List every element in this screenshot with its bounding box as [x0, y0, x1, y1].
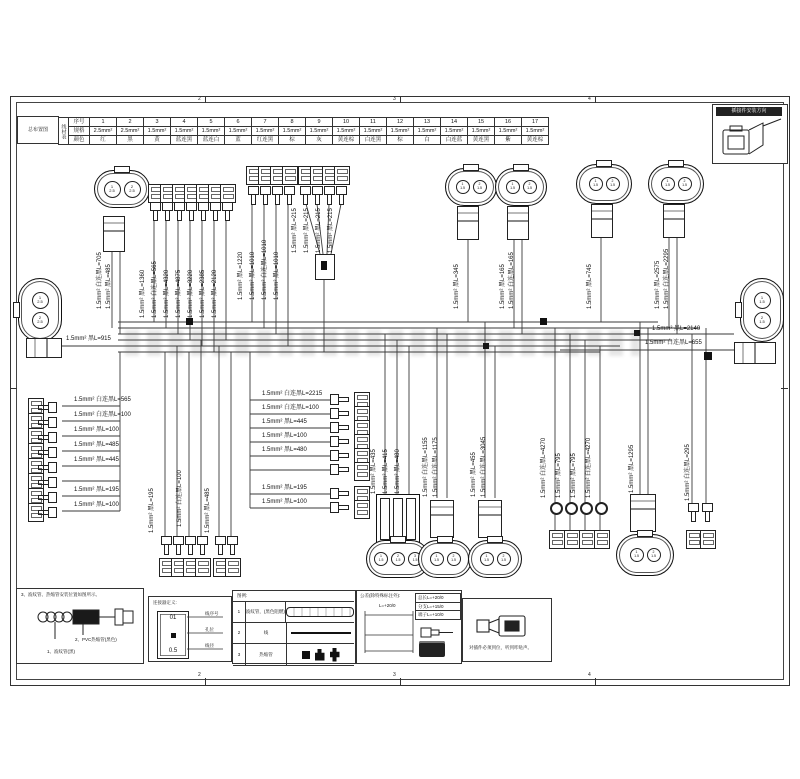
oval-connector-2pin — [468, 540, 522, 578]
zone-label: 4 — [588, 672, 591, 678]
wire-label: 1.5mm² 白连黑L=165 — [509, 252, 515, 309]
spade-terminal — [272, 186, 281, 203]
terminal-icon — [419, 623, 459, 643]
wire-label: 1.5mm² 白连黑L=100 — [74, 412, 131, 418]
wire-label: 1.5mm² 黑L=485 — [106, 264, 112, 309]
wire-label: 1.5mm² 黑L=2385 — [200, 269, 206, 318]
sample-cavity-dot — [171, 633, 176, 638]
oval-connector-2pin — [495, 168, 547, 206]
wire-label: 1.5mm² 白连黑L=565 — [74, 397, 131, 403]
mating-caption: 对插件必须到位，听到咔哒声。 — [469, 645, 532, 650]
callout-circuit-no: 线序号 — [205, 611, 219, 616]
connector-pin: 1 1.5 — [754, 292, 771, 309]
connector-pin: 2 2.5 — [124, 181, 141, 198]
wire-label: 1.5mm² 黑L=485 — [205, 488, 211, 533]
spade-terminal — [330, 438, 347, 447]
pin-id-box — [549, 530, 565, 549]
spade-terminal — [198, 202, 207, 219]
wire-label: 1.5mm² 黑L=215 — [316, 208, 322, 253]
connector-pin: 1 1.5 — [630, 548, 644, 562]
wire-label: 1.5mm² 黑L=2140 — [652, 326, 701, 332]
ring-terminal — [595, 502, 608, 515]
wire-label: 1.5mm² 黑L=345 — [454, 264, 460, 309]
spade-terminal — [336, 186, 345, 203]
wire-label: 1.5mm² 黑L=415 — [383, 449, 389, 494]
spade-terminal — [248, 186, 257, 203]
spade-terminal — [215, 536, 224, 553]
oval-connector-2pin — [94, 170, 150, 208]
connector-tab — [463, 164, 479, 171]
pin-id-box — [354, 462, 370, 481]
pin-id-box — [225, 558, 241, 577]
wire-label: 1.5mm² 黑L=215 — [304, 208, 310, 253]
spade-terminal — [174, 202, 183, 219]
legend-row — [233, 601, 354, 622]
spade-terminal — [330, 466, 347, 475]
junction-fill — [321, 261, 327, 270]
wire-label: 1.5mm² 黑L=100 — [262, 433, 307, 439]
wire-label: 1.5mm² 白连黑L=655 — [645, 340, 702, 346]
wire-label: 1.5mm² 黑L=445 — [74, 457, 119, 463]
tolerance-mini-table — [415, 593, 461, 620]
wire-label: 1.5mm² 黑L=1360 — [140, 269, 146, 318]
connector-tab — [596, 160, 612, 167]
connector-pin: 1 2.5 — [32, 292, 49, 309]
assembly-note-box — [16, 588, 144, 664]
pin-id-box — [195, 558, 211, 577]
wire-label: 1.5mm² 白连黑L=4270 — [586, 437, 592, 498]
tolerance-row: 总长L=+20/0 — [416, 594, 460, 603]
spade-terminal — [688, 503, 697, 520]
connector-pin: 1 1.5 — [456, 180, 470, 194]
spade-terminal — [161, 536, 170, 553]
tolerance-row: 端子L=+10/0 — [418, 612, 444, 617]
spade-terminal — [324, 186, 333, 203]
legend-name: 线 — [246, 623, 287, 643]
zone-label: 2 — [198, 672, 201, 678]
mating-connectors-drawing — [475, 611, 535, 641]
spade-terminal — [40, 432, 57, 441]
wire-label: 1.5mm² 黑L=100 — [262, 499, 307, 505]
wire-label: 1.5mm² 白连黑L=295 — [685, 444, 691, 501]
wire-label: 1.5mm² 黑L=445 — [262, 419, 307, 425]
wire-label: 1.5mm² 黑L=485 — [74, 442, 119, 448]
spade-terminal — [330, 410, 347, 419]
heatshrink-symbol — [330, 648, 340, 662]
pin-id-box — [334, 166, 350, 185]
wire-label: 1.5mm² 黑L=1010 — [250, 251, 256, 300]
connector-view-box — [712, 104, 788, 164]
pin-id-box — [282, 166, 298, 185]
spade-terminal — [330, 504, 347, 513]
definition-sample-cavity — [157, 611, 189, 659]
spade-terminal — [40, 507, 57, 516]
wire-label: 1.5mm² 白连黑L=100 — [177, 470, 183, 527]
spade-terminal — [40, 402, 57, 411]
wire-label: 1.5mm² 黑L=2575 — [655, 260, 661, 309]
pin-id-box — [220, 184, 236, 203]
wire-label: 1.5mm² 黑L=2120 — [212, 269, 218, 318]
heatshrink-symbol — [302, 651, 310, 659]
connector-tab — [437, 536, 453, 543]
connector-icon — [419, 641, 445, 657]
inline-connector-stem — [103, 216, 125, 252]
definition-title: 连接器定义: — [153, 600, 177, 605]
zone-label: 2 — [198, 96, 201, 102]
connector-tab — [487, 536, 503, 543]
wire-spec-table: 线材表 序号 1 2 3 4 5 6 7 8 9 10 11 12 13 14 15 16 17 规格 2.5mm² 2.5mm² 1.5mm² 1.5mm² 1.5mm² 1.5mm² 1.5mm² 1.5mm² 1.5mm² 1.5mm² 1.5mm² 1.5mm² 1.5mm² 1.5mm² 1.5mm² 1.5mm² 1.5mm² 颜色 红 黑 黄 蓝连黑 蓝连白 蓝 红连黑 棕 灰 黄连棕 白连黑 棕 白 白连蓝 黄连黑 紫 黄连棕 — [58, 117, 549, 145]
wire-label: 1.5mm² 白连黑L=565 — [152, 261, 158, 318]
tolerance-row: 分支L=+15/0 — [416, 603, 460, 612]
tolerance-dim: L=+20/0 — [379, 603, 396, 608]
ring-terminal — [550, 502, 563, 515]
wire-label: 1.5mm² 黑L=3220 — [188, 269, 194, 318]
legend-title: 图例: — [237, 593, 248, 598]
connector-pin: 2 1.5 — [754, 312, 771, 329]
connector-3d-icon — [715, 118, 785, 162]
connector-pin: 2 1.5 — [473, 180, 487, 194]
pin-id-box — [564, 530, 580, 549]
callout-tube: 1、波纹管(黑) — [47, 649, 75, 654]
spade-terminal — [260, 186, 269, 203]
inline-connector — [26, 338, 62, 358]
wire-symbol — [291, 632, 351, 633]
wire-label: 1.5mm² 黑L=480 — [395, 449, 401, 494]
connector-pin: 2 1.5 — [523, 180, 537, 194]
oval-connector-2pin — [616, 534, 674, 576]
connector-tab — [637, 530, 653, 537]
inline-connector-stem — [430, 500, 454, 538]
corner-label-box — [17, 116, 59, 144]
inline-connector — [734, 342, 776, 364]
oval-connector-2pin-vertical — [18, 278, 62, 342]
connector-pin: 3 1.5 — [408, 552, 422, 566]
legend-no: 1 — [233, 602, 246, 622]
wire-label: 1.5mm² 黑L=4320 — [164, 269, 170, 318]
wire-label: 1.5mm² 黑L=1010 — [274, 251, 280, 300]
inline-connector-stem — [591, 204, 613, 238]
wire-label: 1.5mm² 黑L=4875 — [176, 269, 182, 318]
callout-wire-size: 线径 — [205, 643, 214, 648]
spade-terminal — [40, 477, 57, 486]
oval-connector-2pin — [576, 164, 632, 204]
wire-label: 1.5mm² 黑L=215 — [292, 208, 298, 253]
connector-tab — [668, 160, 684, 167]
corrugated-tube-symbol — [286, 607, 354, 617]
connector-pin: 2 1.5 — [447, 552, 461, 566]
ring-terminal — [580, 502, 593, 515]
spade-terminal — [210, 202, 219, 219]
callout-heatshrink: 2、PVC热缩管(黑色) — [75, 637, 117, 642]
wire-label: 1.5mm² 黑L=100 — [74, 427, 119, 433]
connector-tab — [114, 166, 130, 173]
zone-label: 3 — [393, 96, 396, 102]
legend-name: 波纹管，(黑色阻燃) — [246, 602, 286, 622]
wire-label: 1.5mm² 白连黑L=1010 — [262, 239, 268, 300]
spade-terminal — [40, 492, 57, 501]
spade-terminal — [330, 452, 347, 461]
connector-pin: 2 2.5 — [32, 312, 49, 329]
inline-connector-stem — [478, 500, 502, 538]
wire-label: 1.5mm² 黑L=100 — [74, 502, 119, 508]
wire-label: 1.5mm² 黑L=195 — [149, 488, 155, 533]
wire-label: 1.5mm² 黑L=1220 — [238, 251, 244, 300]
wire-label: 1.5mm² 黑L=455 — [471, 452, 477, 497]
tube-detail-drawing — [19, 601, 141, 641]
spade-terminal — [173, 536, 182, 553]
legend-no: 2 — [233, 623, 246, 643]
connector-pin: 1 2.5 — [104, 181, 121, 198]
legend-row — [233, 643, 354, 666]
spade-terminal — [284, 186, 293, 203]
corner-label: 总布置图 — [27, 127, 48, 133]
connector-tab — [390, 536, 406, 543]
legend-box — [232, 590, 356, 664]
wire-label: 1.5mm² 黑L=195 — [262, 485, 307, 491]
oval-connector-2pin — [418, 540, 472, 578]
spade-terminal — [40, 417, 57, 426]
connector-tab — [735, 302, 742, 318]
tolerance-title: 公差(除特殊标注外): — [360, 593, 401, 598]
pin-id-box — [354, 500, 370, 519]
spade-terminal — [197, 536, 206, 553]
spade-terminal — [702, 503, 711, 520]
row-label: 序号 — [69, 118, 90, 127]
wire-label: 1.5mm² 黑L=745 — [587, 264, 593, 309]
row-label: 规格 — [69, 127, 90, 136]
pin-id-box — [594, 530, 610, 549]
spade-terminal — [186, 202, 195, 219]
sample-circuit-number: 01 — [169, 615, 177, 621]
wire-label: 1.5mm² 黑L=195 — [74, 487, 119, 493]
wire-label: 1.5mm² 白连黑L=100 — [262, 405, 319, 411]
wire-label: 1.5mm² 黑L=435 — [371, 449, 377, 494]
connector-definition-box — [148, 596, 232, 662]
zone-label: 3 — [393, 672, 396, 678]
wire-label: 1.5mm² 白连黑L=4270 — [541, 437, 547, 498]
oval-connector-2pin — [648, 164, 704, 204]
spade-terminal — [227, 536, 236, 553]
connector-pin: 1 1.5 — [506, 180, 520, 194]
legend-no: 3 — [233, 644, 246, 665]
spade-terminal — [330, 490, 347, 499]
ring-terminal — [565, 502, 578, 515]
wire-label: 1.5mm² 黑L=795 — [571, 453, 577, 498]
wire-label: 1.5mm² 白连黑L=705 — [97, 252, 103, 309]
wire-label: 1.5mm² 黑L=215 — [328, 208, 334, 253]
tolerance-box — [356, 590, 462, 664]
tolerance-diagram — [361, 609, 421, 657]
connector-pin: 2 1.5 — [391, 552, 405, 566]
spade-terminal — [222, 202, 231, 219]
wire-label: 1.5mm² 白连黑L=1175 — [433, 437, 439, 497]
connector-view-banner: 插接件安装方向 — [716, 107, 782, 116]
mating-check-box — [462, 598, 552, 662]
oval-connector-2pin — [445, 168, 497, 206]
pin-id-box — [579, 530, 595, 549]
connector-pin: 2 1.5 — [497, 552, 511, 566]
pin-id-box — [700, 530, 716, 549]
heatshrink-symbol — [315, 649, 325, 661]
connector-pin: 2 1.5 — [678, 177, 692, 191]
wire-label: 1.5mm² 白连黑L=1155 — [423, 437, 429, 497]
zone-label: 4 — [588, 96, 591, 102]
inline-connector-stem — [507, 206, 529, 240]
note-text: 3、波纹管、热缩管安装位置如图所示。 — [21, 592, 101, 597]
wire-label: 1.5mm² 黑L=915 — [66, 336, 111, 342]
connector-pin: 1 1.5 — [374, 552, 388, 566]
spade-terminal — [312, 186, 321, 203]
callout-cavity: 孔位 — [205, 627, 214, 632]
sample-wire-size: 0.5 — [168, 648, 178, 654]
connector-pin: 1 1.5 — [589, 177, 603, 191]
wire-label: 1.5mm² 白连黑L=3045 — [481, 436, 487, 497]
wire-label: 1.5mm² 黑L=480 — [262, 447, 307, 453]
inline-connector-stem — [457, 206, 479, 240]
legend-row — [233, 622, 354, 643]
wire-label: 1.5mm² 黑L=1295 — [629, 444, 635, 493]
wire-label: 1.5mm² 白连黑L=2215 — [262, 391, 323, 397]
spade-terminal — [300, 186, 309, 203]
connector-tab — [13, 302, 20, 318]
wire-table-side-label: 线材表 — [59, 118, 69, 145]
spade-terminal — [330, 424, 347, 433]
connector-pin: 1 1.5 — [661, 177, 675, 191]
watermark-haze — [125, 330, 640, 356]
wire-label: 1.5mm² 黑L=795 — [556, 453, 562, 498]
wire-label: 1.5mm² 白连黑L=2295 — [664, 248, 670, 309]
spade-terminal — [162, 202, 171, 219]
inline-connector-stem — [663, 204, 685, 238]
spade-terminal — [40, 462, 57, 471]
connector-pin: 1 1.5 — [430, 552, 444, 566]
connector-pin: 1 1.5 — [480, 552, 494, 566]
oval-connector-2pin-vertical — [740, 278, 784, 342]
wire-label: 1.5mm² 黑L=165 — [500, 264, 506, 309]
spade-terminal — [330, 396, 347, 405]
connector-pin: 2 1.5 — [606, 177, 620, 191]
connector-pin: 2 1.5 — [647, 548, 661, 562]
spade-terminal — [185, 536, 194, 553]
spade-terminal — [150, 202, 159, 219]
row-label: 颜色 — [69, 136, 90, 145]
spade-terminal — [40, 447, 57, 456]
inline-connector-stem — [630, 494, 656, 532]
legend-name: 热缩管 — [246, 644, 287, 665]
connector-tab — [513, 164, 529, 171]
